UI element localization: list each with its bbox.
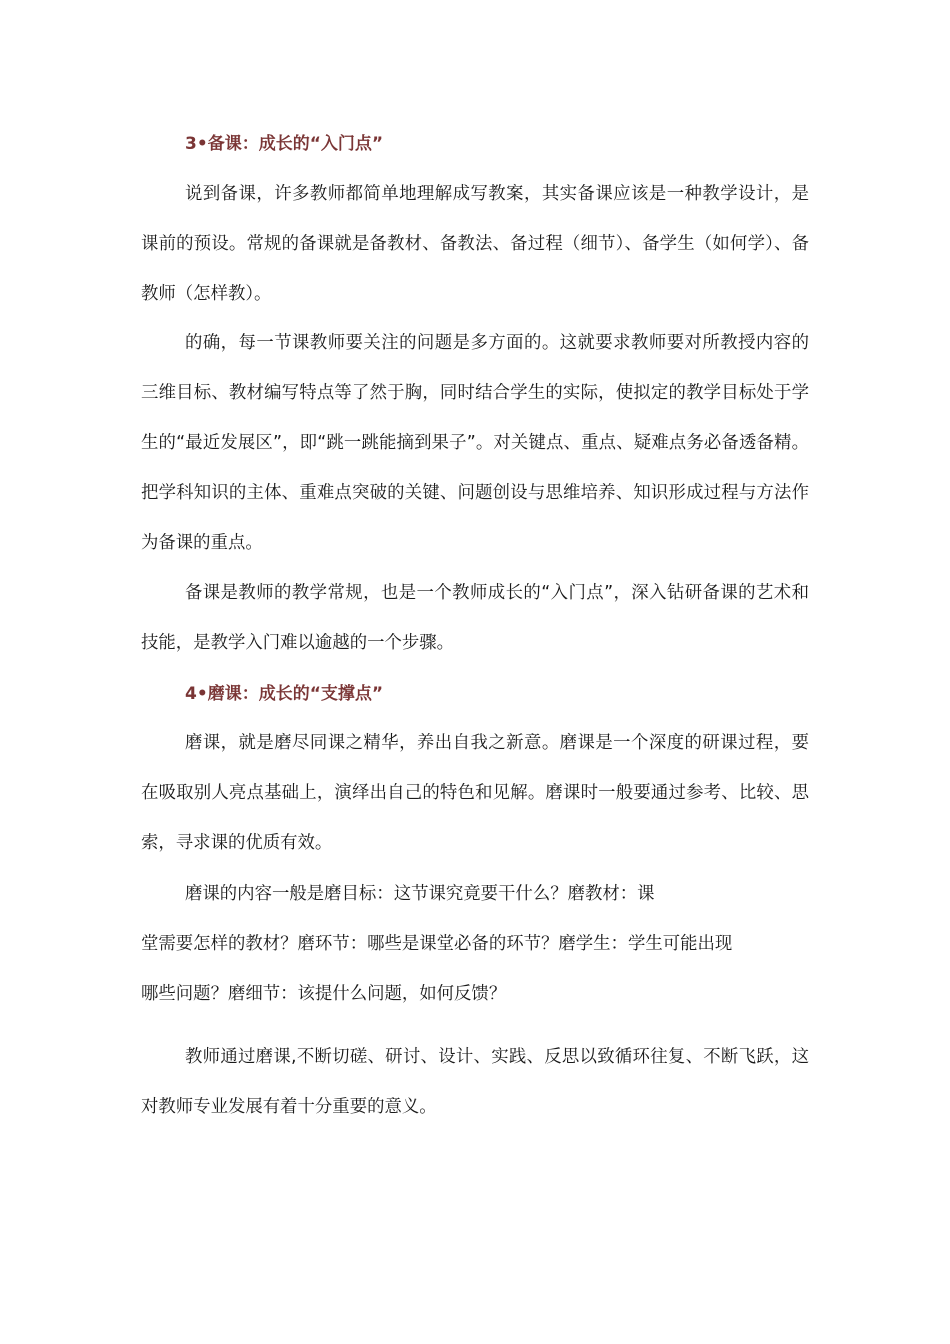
section-4-heading: 4•磨课：成长的“支撑点” bbox=[185, 684, 384, 704]
section-3-heading: 3•备课：成长的“入门点” bbox=[185, 134, 384, 154]
section-4-paragraph-2-line-1: 磨课的内容一般是磨目标：这节课究竟要干什么？磨教材：课 bbox=[185, 884, 655, 904]
section-4-paragraph-2-line-3: 哪些问题？磨细节：该提什么问题，如何反馈？ bbox=[141, 984, 507, 1004]
section-4-paragraph-3: 教师通过磨课,不断切磋、研讨、设计、实践、反思以致循环往复、不断飞跃，这对教师专业发展有着十分重要的意义。 bbox=[141, 1047, 809, 1117]
section-3-paragraph-2: 的确，每一节课教师要关注的问题是多方面的。这就要求教师要对所教授内容的三维目标、教材编写特点等了然于胸，同时结合学生的实际，使拟定的教学目标处于学生的“最近发展区”，即“跳一跳能摘到果子”。对关键点、重点、疑难点务必备透备精。把学科知识的主体、重难点突破的关键、问题创设与思维培养、知识形成过程与方法作为备课的重点。 bbox=[141, 333, 809, 553]
section-4-paragraph-2-line-2: 堂需要怎样的教材？磨环节：哪些是课堂必备的环节？磨学生：学生可能出现 bbox=[141, 934, 733, 954]
section-3-paragraph-3: 备课是教师的教学常规，也是一个教师成长的“入门点”，深入钻研备课的艺术和技能，是教学入门难以逾越的一个步骤。 bbox=[141, 583, 809, 653]
section-4-paragraph-1: 磨课，就是磨尽同课之精华，养出自我之新意。磨课是一个深度的研课过程，要在吸取别人亮点基础上，演绎出自己的特色和见解。磨课时一般要通过参考、比较、思索，寻求课的优质有效。 bbox=[141, 733, 809, 853]
section-3-paragraph-1: 说到备课，许多教师都简单地理解成写教案，其实备课应该是一种教学设计，是课前的预设。常规的备课就是备教材、备教法、备过程（细节）、备学生（如何学）、备教师（怎样教）。 bbox=[141, 184, 809, 304]
